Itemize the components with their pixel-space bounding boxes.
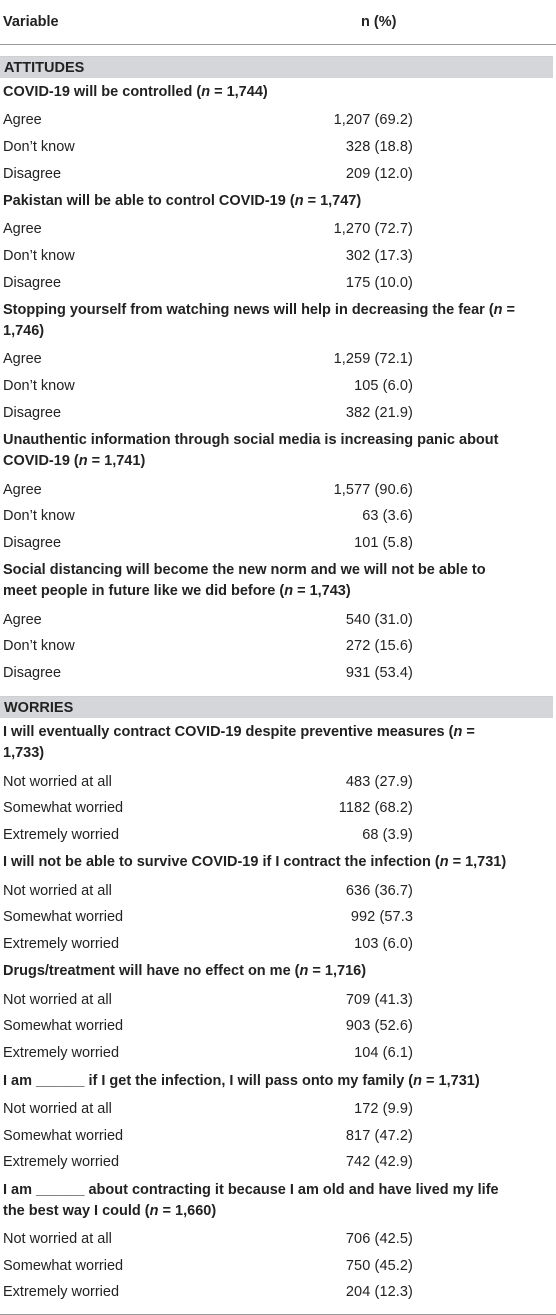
- response-label: Agree: [3, 611, 42, 628]
- table-row: [0, 795, 556, 822]
- response-label: Somewhat worried: [3, 800, 124, 817]
- table-row: [0, 243, 556, 270]
- question-text: COVID-19 will be controlled: [3, 84, 193, 100]
- response-label: Somewhat worried: [3, 1257, 124, 1274]
- response-count: 204 (12.3): [345, 1284, 413, 1301]
- question-text: Stopping yourself from watching news will help in decreasing the fear: [3, 302, 485, 319]
- table-row: [0, 606, 556, 633]
- response-label: Don’t know: [3, 508, 75, 525]
- response-count: 1,270 (72.7): [333, 221, 413, 238]
- response-count: 104 (6.1): [354, 1045, 413, 1062]
- sample-size: 1,746: [3, 323, 40, 340]
- table-row: [0, 1226, 556, 1253]
- table-row: [0, 768, 556, 795]
- question-row: I am ______ if I get the infection, I will pass onto my family (n = 1,731): [3, 1072, 480, 1089]
- table-body: [0, 56, 556, 1306]
- response-label: Don’t know: [3, 139, 75, 156]
- response-label: Extremely worried: [3, 1284, 120, 1301]
- sample-size-prefix: (n =: [140, 1202, 176, 1219]
- table-row: [0, 107, 556, 134]
- column-header-n-percent: n (%): [361, 14, 397, 30]
- sample-size-prefix: (n =: [290, 963, 325, 980]
- response-label: Agree: [3, 481, 42, 498]
- section-header: ATTITUDES: [0, 56, 553, 78]
- question-text: I am ______ about contracting it because I am old and have lived my life the best way I could: [3, 1181, 499, 1219]
- response-label: Disagree: [3, 664, 62, 681]
- response-label: Not worried at all: [3, 1100, 112, 1117]
- sample-size-prefix: (n =: [192, 84, 227, 100]
- response-count: 742 (42.9): [345, 1154, 413, 1171]
- table-row: [0, 1040, 556, 1067]
- response-label: Not worried at all: [3, 1230, 112, 1247]
- response-label: Don’t know: [3, 638, 75, 655]
- table-row: [0, 633, 556, 660]
- table-row: [0, 986, 556, 1013]
- table-row: [0, 1122, 556, 1149]
- response-label: Not worried at all: [3, 882, 112, 899]
- table-row: [0, 931, 556, 958]
- response-count: 992 (57.3: [350, 909, 413, 926]
- response-count: 68 (3.9): [362, 827, 413, 844]
- response-count: 172 (9.9): [354, 1100, 413, 1117]
- sample-size: 1,731: [465, 854, 502, 871]
- question-row: I will not be able to survive COVID-19 if I contract the infection (n = 1,731): [3, 854, 507, 871]
- response-count: 903 (52.6): [345, 1018, 413, 1035]
- response-label: Extremely worried: [3, 1045, 120, 1062]
- question-row: Stopping yourself from watching news will help in decreasing the fear (n = 1,746): [3, 302, 516, 340]
- response-label: Don’t know: [3, 248, 75, 265]
- table-row: [0, 1096, 556, 1123]
- sample-size: 1,731: [438, 1072, 475, 1089]
- response-count: 209 (12.0): [345, 165, 413, 182]
- question-row: Drugs/treatment will have no effect on me (n = 1,716): [3, 963, 367, 980]
- response-count: 175 (10.0): [345, 274, 413, 291]
- response-label: Disagree: [3, 274, 62, 291]
- response-label: Disagree: [3, 534, 62, 551]
- sample-size-prefix: (n =: [430, 854, 466, 871]
- question-row: Pakistan will be able to control COVID-19 (n = 1,747): [3, 193, 362, 210]
- sample-size: 1,716: [324, 963, 362, 980]
- sample-size-prefix: (n =: [444, 724, 475, 741]
- response-count: 750 (45.2): [345, 1257, 413, 1274]
- question-row: I will eventually contract COVID-19 despite preventive measures (n = 1,733): [3, 724, 475, 762]
- response-count: 1,259 (72.1): [333, 351, 413, 368]
- table-row: [0, 1252, 556, 1279]
- response-count: 1,577 (90.6): [333, 481, 413, 498]
- table-row: [0, 822, 556, 849]
- column-header-variable: Variable: [3, 14, 59, 30]
- response-count: 1182 (68.2): [338, 800, 413, 817]
- response-count: 328 (18.8): [345, 139, 413, 156]
- response-count: 103 (6.0): [354, 936, 413, 953]
- response-count: 63 (3.6): [362, 508, 413, 525]
- question-text: Drugs/treatment will have no effect on me: [3, 963, 291, 980]
- response-count: 483 (27.9): [345, 773, 413, 790]
- table-row: [0, 373, 556, 400]
- table-row: [0, 503, 556, 530]
- sample-size-prefix: (n =: [275, 583, 310, 600]
- response-count: 382 (21.9): [345, 404, 413, 421]
- question-text: Pakistan will be able to control COVID-19: [3, 193, 286, 210]
- sample-size: 1,744: [226, 84, 263, 100]
- table-row: [0, 160, 556, 187]
- table-bottom-rule: [0, 1314, 556, 1315]
- sample-size-prefix: (n =: [69, 453, 105, 470]
- sample-size: 1,747: [320, 193, 357, 210]
- question-text: I will not be able to survive COVID-19 if I contract the infection: [3, 854, 431, 871]
- response-count: 817 (47.2): [345, 1127, 413, 1144]
- response-label: Not worried at all: [3, 991, 112, 1008]
- sample-size: 1,743: [309, 583, 346, 600]
- question-text: Social distancing will become the new norm and we will not be able to meet people in future like we did before: [3, 562, 486, 600]
- response-count: 540 (31.0): [345, 611, 413, 628]
- question-text: I am ______ if I get the infection, I will pass onto my family: [3, 1072, 405, 1089]
- response-count: 101 (5.8): [354, 534, 413, 551]
- response-label: Don’t know: [3, 378, 75, 395]
- table-header: [0, 0, 556, 45]
- response-count: 1,207 (69.2): [333, 112, 413, 129]
- response-label: Agree: [3, 221, 42, 238]
- table-row: [0, 476, 556, 503]
- response-count: 105 (6.0): [354, 378, 413, 395]
- response-count: 706 (42.5): [345, 1230, 413, 1247]
- table-row: [0, 1013, 556, 1040]
- sample-size-prefix: (n =: [404, 1072, 439, 1089]
- table-row: [0, 134, 556, 161]
- table-row: [0, 346, 556, 373]
- table-row: [0, 660, 556, 687]
- table-row: [0, 530, 556, 557]
- response-count: 931 (53.4): [345, 664, 413, 681]
- question-text: Unauthentic information through social media is increasing panic about COVID-19: [3, 432, 499, 470]
- response-label: Somewhat worried: [3, 1127, 124, 1144]
- response-count: 272 (15.6): [345, 638, 413, 655]
- table-row: [0, 216, 556, 243]
- table-row: [0, 904, 556, 931]
- response-label: Agree: [3, 351, 42, 368]
- response-label: Extremely worried: [3, 1154, 120, 1171]
- question-text: I will eventually contract COVID-19 despite preventive measures: [3, 724, 445, 741]
- question-row: COVID-19 will be controlled (n = 1,744): [3, 84, 268, 100]
- sample-size-prefix: (n =: [285, 193, 321, 210]
- sample-size-prefix: (n =: [484, 302, 516, 319]
- response-count: 302 (17.3): [345, 248, 413, 265]
- table-row: [0, 877, 556, 904]
- table-row: [0, 1149, 556, 1176]
- response-label: Agree: [3, 112, 42, 129]
- response-label: Not worried at all: [3, 773, 112, 790]
- sample-size: 1,660: [175, 1202, 212, 1219]
- table-row: [0, 269, 556, 296]
- sample-size: 1,733: [3, 745, 40, 762]
- response-count: 709 (41.3): [345, 991, 413, 1008]
- response-label: Somewhat worried: [3, 909, 124, 926]
- response-count: 636 (36.7): [345, 882, 413, 899]
- question-row: Unauthentic information through social media is increasing panic about COVID-19 (n = 1,741): [3, 432, 499, 470]
- table-row: [0, 1279, 556, 1306]
- question-row: Social distancing will become the new norm and we will not be able to meet people in future like we did before (n = 1,743): [3, 562, 486, 600]
- sample-size: 1,741: [104, 453, 141, 470]
- section-header: WORRIES: [0, 696, 553, 718]
- response-label: Disagree: [3, 404, 62, 421]
- response-label: Disagree: [3, 165, 62, 182]
- response-label: Somewhat worried: [3, 1018, 124, 1035]
- response-label: Extremely worried: [3, 936, 120, 953]
- response-label: Extremely worried: [3, 827, 120, 844]
- question-row: I am ______ about contracting it because I am old and have lived my life the best way I could (n = 1,660): [3, 1181, 499, 1219]
- table-row: [0, 400, 556, 427]
